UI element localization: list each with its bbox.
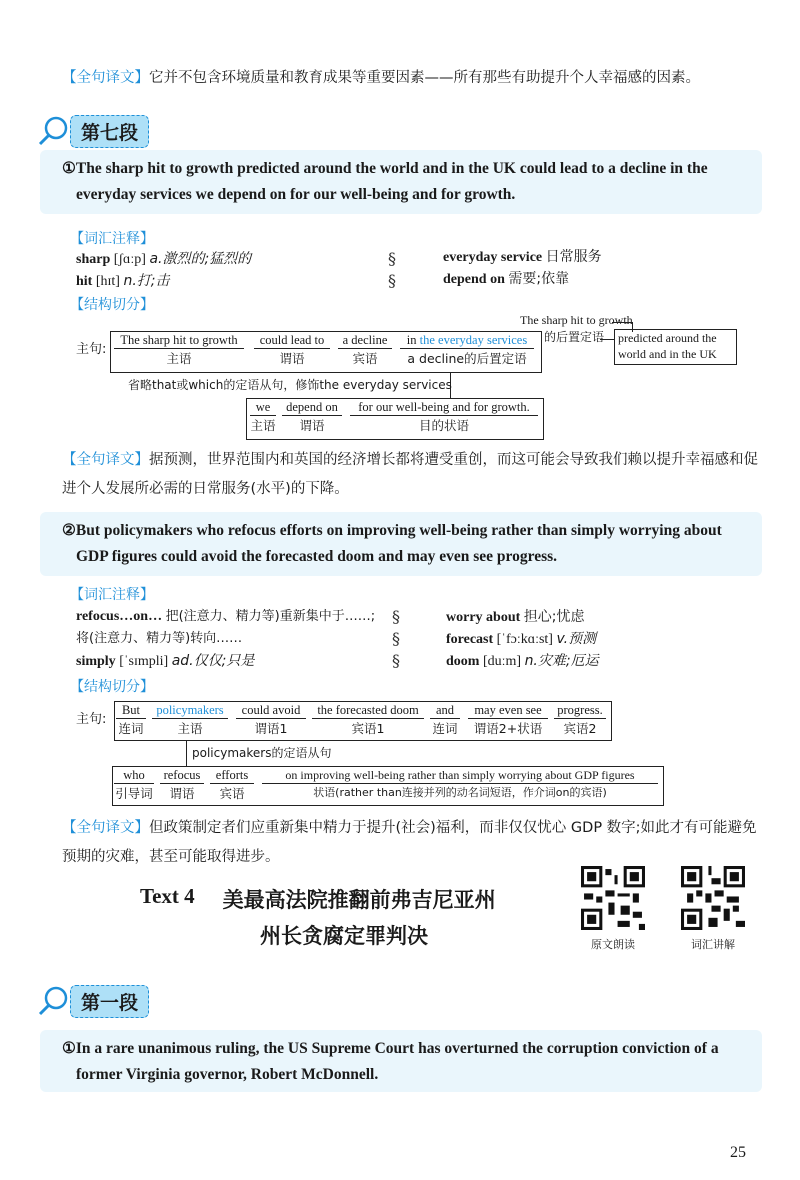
vocab-phon: [hɪt]	[95, 274, 120, 289]
main-part: progress. 宾语2	[554, 703, 606, 737]
main-part: may even see 谓语2+状语	[468, 703, 548, 737]
qr-code-icon[interactable]	[681, 866, 745, 930]
qr-caption: 原文朗读	[591, 938, 635, 951]
omit-note: 省略that或which的定语从句，修饰the everyday services	[128, 378, 452, 392]
vocab-def: 需要;依靠	[508, 271, 570, 287]
main-part: the forecasted doom 宾语1	[312, 703, 424, 737]
vocab-def: 日常服务	[545, 249, 602, 265]
vocab-word: refocus…on…	[76, 609, 163, 624]
main-part: could lead to 谓语	[254, 333, 330, 367]
text-title	[140, 884, 540, 950]
vocab-def: a.激烈的;猛烈的	[149, 251, 252, 267]
vocab-word: everyday service	[443, 250, 543, 265]
sentence-text: ①The sharp hit to growth predicted around the world and in the UK could lead to a decline in the everyday services we depend on for our well-being and for growth.	[62, 160, 708, 203]
title-line1: 美最高法院推翻前弗吉尼亚州	[222, 888, 496, 912]
sentence-translation	[62, 814, 762, 872]
qr-code-icon[interactable]	[581, 866, 645, 930]
title-line2: 州长贪腐定罪判决	[260, 924, 428, 948]
vocab-word: forecast	[446, 632, 494, 647]
side-box: predicted around the world and in the UK	[614, 329, 737, 365]
main-part: and 连词	[430, 703, 460, 737]
spiral-divider: § § §	[392, 607, 400, 670]
page-number: 25	[730, 1144, 746, 1161]
vocab-word: depend on	[443, 272, 505, 287]
sentence-box	[40, 1030, 762, 1092]
vocab-phon: [ˈsɪmpli]	[119, 654, 169, 669]
qr-caption: 词汇讲解	[691, 938, 735, 951]
main-part: The sharp hit to growth 主语	[114, 333, 244, 367]
vocab-def: 把(注意力、精力等)重新集中于……;将(注意力、精力等)转向……	[76, 609, 376, 646]
main-part: in the everyday services a decline的后置定语	[400, 333, 534, 367]
vocab-phon: [duːm]	[482, 654, 522, 669]
vocab-word: doom	[446, 654, 480, 669]
struct-tag: 【结构切分】	[70, 297, 154, 313]
translation-text: 但政策制定者们应重新集中精力于提升(社会)福利，而非仅仅忧心 GDP 数字;如此才有可能避免预期的灾难，甚至可能取得进步。	[62, 820, 757, 865]
vocab-tag: 【词汇注释】	[70, 231, 154, 247]
vocab-tag: 【词汇注释】	[70, 587, 154, 603]
sentence-text: ①In a rare unanimous ruling, the US Supreme Court has overturned the corruption conviction of a former Virginia governor, Robert McDonnell.	[62, 1040, 719, 1083]
vocab-def: n.灾难;厄运	[524, 653, 599, 669]
vocab-phon: [ʃɑːp]	[113, 252, 146, 267]
text-label: Text 4	[140, 884, 195, 908]
main-part: could avoid 谓语1	[236, 703, 306, 737]
vocab-word: simply	[76, 654, 116, 669]
para7-title: 第七段	[70, 115, 149, 148]
vocab-word: hit	[76, 274, 93, 289]
vocab-phon: [ˈfɔːkɑːst]	[496, 632, 553, 647]
sub-part: efforts 宾语	[210, 768, 254, 802]
vocab-def: ad.仅仅;只是	[171, 653, 255, 669]
translation-tag: 【全句译文】	[62, 452, 149, 468]
para1-title: 第一段	[70, 985, 149, 1018]
main-clause-label: 主句:	[76, 712, 107, 727]
sub-part: refocus 谓语	[160, 768, 204, 802]
struct-tag: 【结构切分】	[70, 679, 154, 695]
translation-tag: 【全句译文】	[62, 70, 149, 86]
main-clause-label: 主句:	[76, 342, 107, 357]
sub-part: depend on 谓语	[282, 400, 342, 434]
main-part: policymakers 主语	[152, 703, 228, 737]
side-note-mid: 的后置定语	[544, 330, 605, 344]
magnifier-icon	[36, 984, 70, 1018]
side-note-top: The sharp hit to growth	[520, 313, 633, 327]
sub-part: for our well-being and for growth. 目的状语	[350, 400, 538, 434]
vocab-word: sharp	[76, 252, 111, 267]
translation-tag: 【全句译文】	[62, 820, 149, 836]
sub-part: who 引导词	[115, 768, 153, 801]
sentence-text: ②But policymakers who refocus efforts on improving well-being rather than simply worrying about GDP figures could avoid the forecasted doom and may even see progress.	[62, 522, 722, 565]
translation-text: 据预测，世界范围内和英国的经济增长都将遭受重创，而这可能会导致我们赖以提升幸福感和促进个人发展所必需的日常服务(水平)的下降。	[62, 452, 758, 497]
vocab-def: n.打;击	[123, 273, 170, 289]
main-part: But 连词	[116, 703, 146, 737]
clause-note: policymakers的定语从句	[192, 746, 332, 760]
sub-part: we 主语	[250, 400, 276, 433]
para1-header	[36, 984, 149, 1018]
vocab-def: v.预测	[556, 631, 597, 647]
vocab-def: 担心;忧虑	[523, 609, 585, 625]
spiral-divider: § §	[388, 249, 396, 290]
vocab-word: worry about	[446, 610, 521, 625]
sub-part: on improving well-being rather than simply worrying about GDP figures 状语(rather than连接并列的动名词短语，作介词on的宾语)	[262, 768, 658, 800]
translation-text: 它并不包含环境质量和教育成果等重要因素——所有那些有助提升个人幸福感的因素。	[149, 70, 700, 86]
main-part: a decline 宾语	[338, 333, 392, 367]
